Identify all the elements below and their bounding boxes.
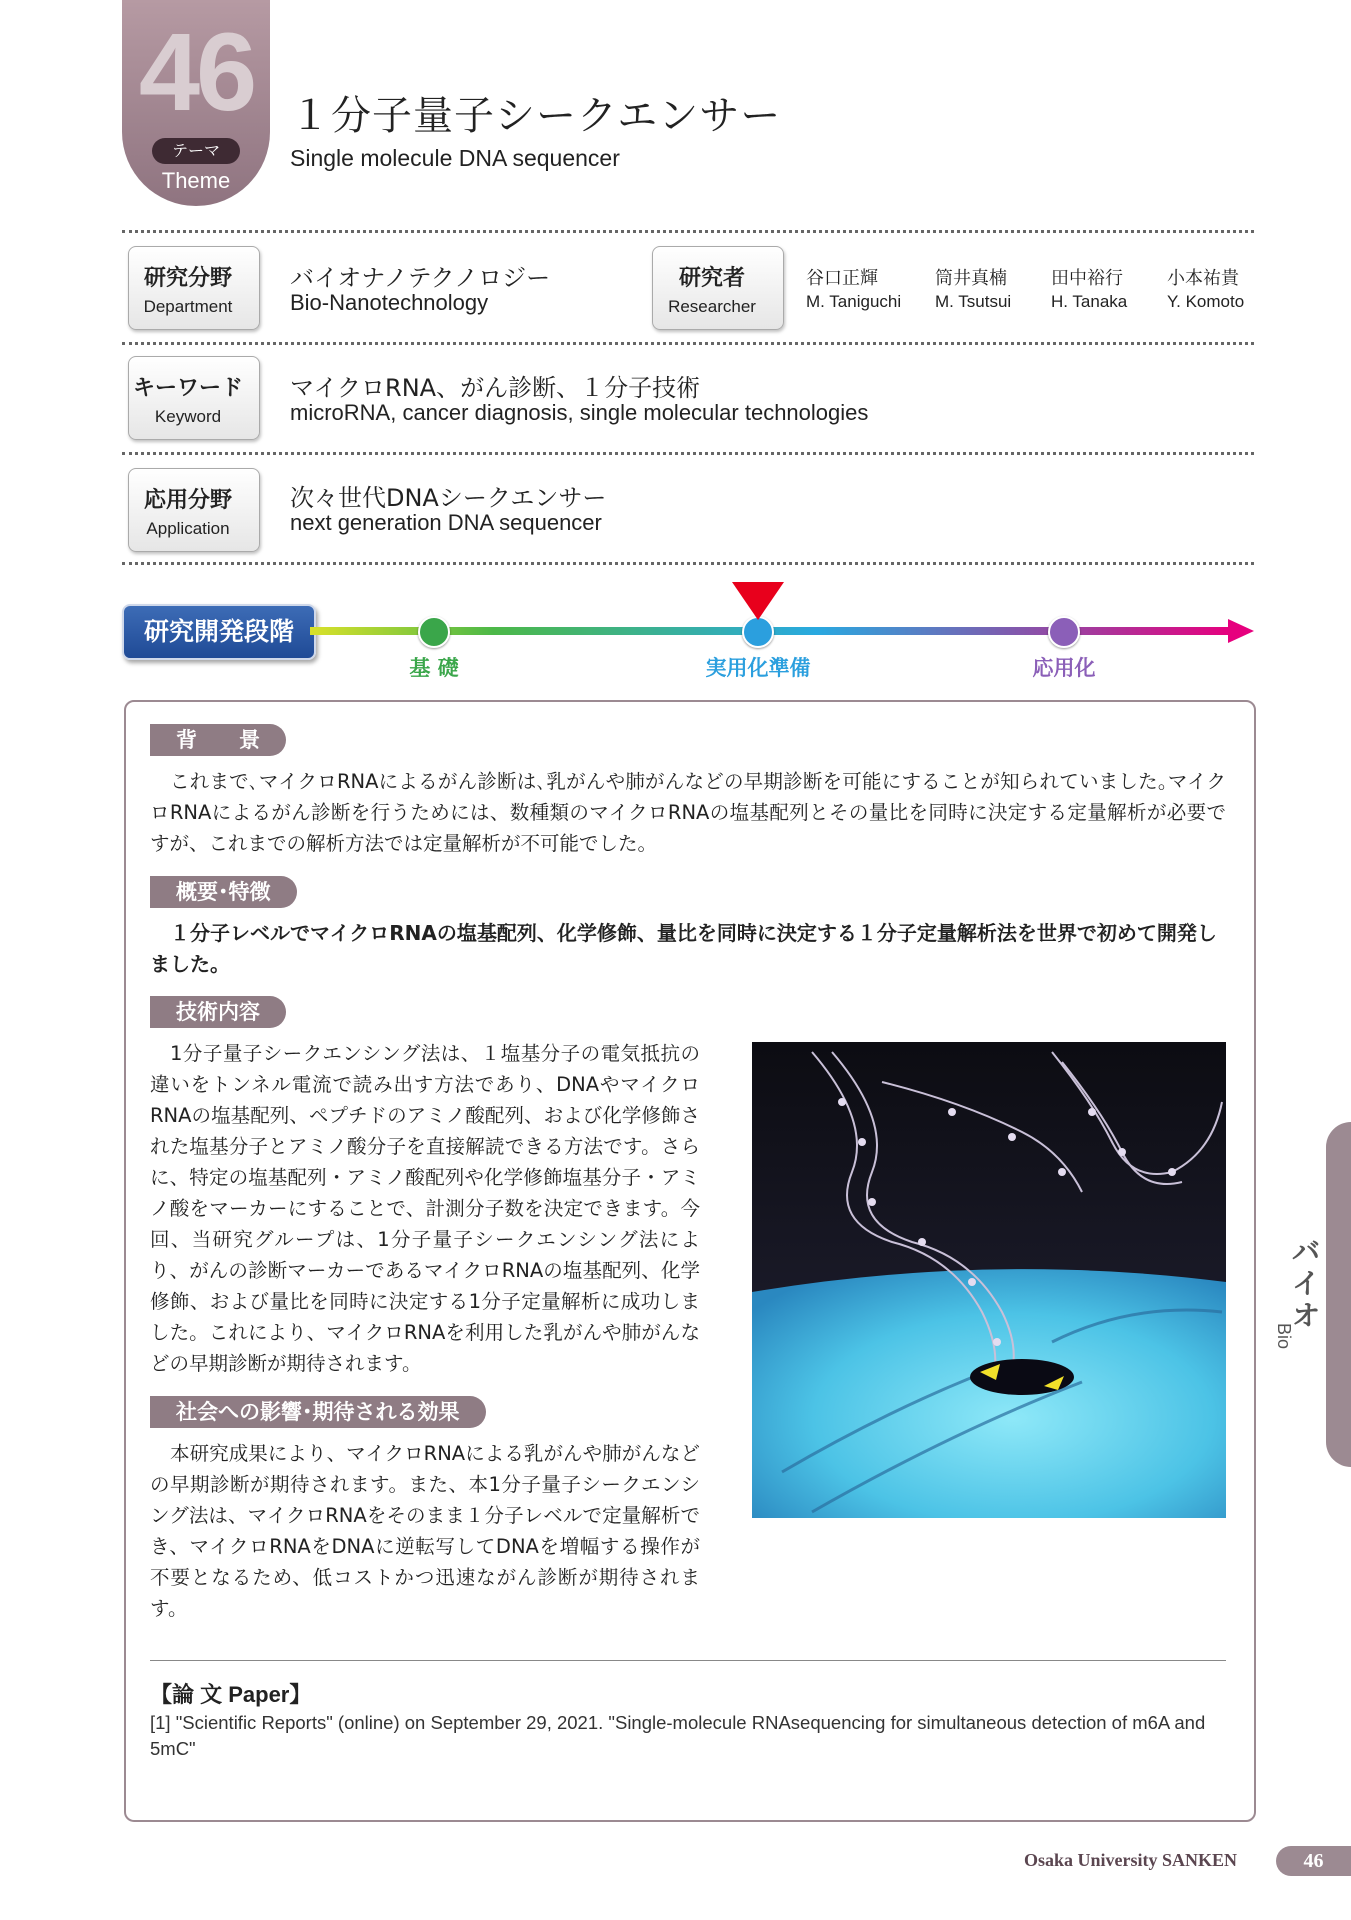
paper-divider <box>150 1660 1226 1661</box>
side-category-en: Bio <box>1274 1323 1294 1350</box>
application-value-ja: 次々世代DNAシークエンサー <box>290 484 607 512</box>
background-text: これまで､マイクロRNAによるがん診断は､乳がんや肺がんなどの早期診断を可能にすることが知られていました｡マイクロRNAによるがん診断を行うためには、数種類のマイクロRNAの塩基配列とその量比を同時に決定する定量解析が必要ですが、これまでの解析方法では定量解析が不可能でした｡ <box>150 770 1226 855</box>
researcher-name-en: H. Tanaka <box>1051 292 1128 311</box>
keyword-tag-ja: キーワード <box>132 376 243 401</box>
researcher-tag <box>652 246 784 330</box>
application-tag <box>128 468 260 552</box>
researcher-name-ja: 谷口正輝 <box>806 268 878 289</box>
department-tag <box>128 246 260 330</box>
researcher-name-ja: 小本祐貴 <box>1167 268 1239 289</box>
theme-label-en: Theme <box>161 168 231 193</box>
page-title: １分子量子シークエンサー <box>290 93 782 139</box>
side-category-ja: バイオ <box>1292 1235 1321 1332</box>
application-tag-en: Application <box>146 519 230 538</box>
theme-number: 46 <box>138 11 254 134</box>
divider <box>122 342 1254 345</box>
footer-brand: Osaka University SANKEN <box>1024 1850 1238 1870</box>
impact-heading: 社会への影響･期待される効果 <box>150 1396 486 1428</box>
impact-text: 本研究成果により、マイクロRNAによる乳がんや肺がんなどの早期診断が期待されます。また、本1分子量子シークエンシング法は、マイクロRNAをそのまま１分子レベルで定量解析でき、マイクロRNAをDNAに逆転写してDNAを増幅する操作が不要となるため、低コストかつ迅速ながん診断が期待されます。 <box>150 1442 700 1620</box>
department-value-en: Bio-Nanotechnology <box>290 290 489 315</box>
application-value-en: next generation DNA sequencer <box>290 510 602 535</box>
dna-nanopore-illustration <box>752 1042 1226 1518</box>
stage-label: 研究開発段階 <box>122 604 316 660</box>
stage-text-basic: 基 礎 <box>409 656 459 680</box>
researcher-tag-en: Researcher <box>668 297 756 316</box>
researcher-name-ja: 筒井真楠 <box>935 268 1007 289</box>
keyword-tag-en: Keyword <box>154 407 222 426</box>
application-tag-ja: 応用分野 <box>143 488 232 513</box>
divider <box>122 452 1254 455</box>
department-value-ja: バイオナノテクノロジー <box>290 264 551 292</box>
overview-text: １分子レベルでマイクロRNAの塩基配列、化学修飾、量比を同時に決定する１分子定量解析法を世界で初めて開発しました｡ <box>150 921 1217 976</box>
current-stage-marker-icon <box>732 582 784 620</box>
technology-text: 1分子量子シークエンシング法は、１塩基分子の電気抵抗の違いをトンネル電流で読み出す方法であり、DNAやマイクロRNAの塩基配列、ペプチドのアミノ酸配列、および化学修飾された塩基分子とアミノ酸分子を直接解読できる方法です。さらに、特定の塩基配列・アミノ酸配列や化学修飾塩基分子・アミノ酸をマーカーにすることで、計測分子数を決定できます。今回、当研究グループは、1分子量子シークエンシング法により、がんの診断マーカーであるマイクロRNAの塩基配列、化学修飾、および量比を同時に決定する1分子定量解析に成功しました。これにより、マイクロRNAを利用した乳がんや肺がんなどの早期診断が期待されます。 <box>150 1042 700 1375</box>
page-subtitle: Single molecule DNA sequencer <box>290 145 620 171</box>
keyword-tag <box>128 356 260 440</box>
researcher-tag-ja: 研究者 <box>678 266 745 291</box>
stage-text-application: 応用化 <box>1032 656 1096 680</box>
department-tag-ja: 研究分野 <box>143 266 232 291</box>
theme-tab <box>122 0 270 206</box>
keyword-value-ja: マイクロRNA、がん診断、１分子技術 <box>290 374 701 402</box>
overview-heading: 概要･特徴 <box>150 876 297 908</box>
divider <box>122 230 1254 233</box>
background-heading: 背 景 <box>150 724 286 756</box>
department-tag-en: Department <box>143 297 233 316</box>
divider <box>122 562 1254 565</box>
paper-reference: [1] "Scientific Reports" (online) on September 29, 2021. "Single-molecule RNAsequencing for simultaneous detection of m6A and 5mC" <box>150 1712 1206 1759</box>
stage-dot-practical <box>742 616 774 648</box>
side-category-tab <box>1326 1122 1351 1467</box>
page-number: 46 <box>1276 1846 1351 1876</box>
theme-label-ja: テーマ <box>152 138 240 164</box>
stage-text-practical: 実用化準備 <box>705 656 811 680</box>
paper-heading: 【論 文 Paper】 <box>150 1682 312 1707</box>
researcher-name-en: Y. Komoto <box>1167 292 1245 311</box>
researcher-name-ja: 田中裕行 <box>1051 268 1123 289</box>
stage-dot-basic <box>418 616 450 648</box>
technology-heading: 技術内容 <box>150 996 286 1028</box>
researcher-name-en: M. Tsutsui <box>935 292 1012 311</box>
stage-dot-application <box>1048 616 1080 648</box>
stage-arrow-icon <box>1228 619 1254 643</box>
researcher-name-en: M. Taniguchi <box>806 292 902 311</box>
keyword-value-en: microRNA, cancer diagnosis, single molecular technologies <box>290 400 869 425</box>
